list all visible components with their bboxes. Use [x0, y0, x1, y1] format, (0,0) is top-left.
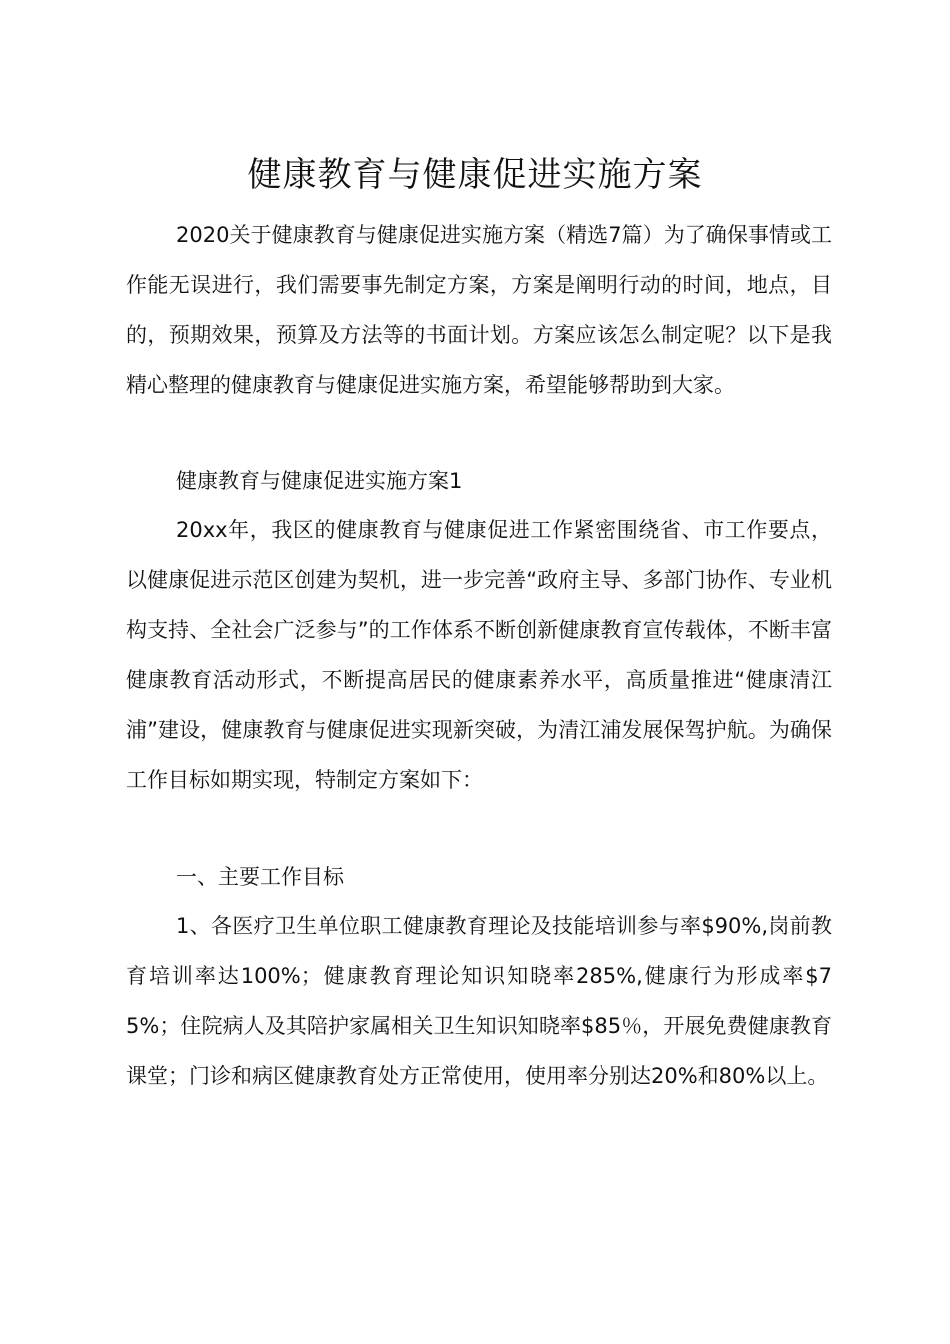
intro-paragraph: 2020关于健康教育与健康促进实施方案（精选7篇）为了确保事情或工作能无误进行，我们需要事先制定方案，方案是阐明行动的时间，地点，目的，预期效果，预算及方法等的书面计划。方案应该怎么制定呢？以下是我精心整理的健康教育与健康促进实施方案，希望能够帮助到大家。	[126, 223, 832, 397]
document-title: 健康教育与健康促进实施方案	[247, 155, 703, 195]
goal-item-1: 1、各医疗卫生单位职工健康教育理论及技能培训参与率$90%,岗前教育培训率达100%；健康教育理论知识知晓率285%,健康行为形成率$75%；住院病人及其陪护家属相关卫生知识知晓率$85％，开展免费健康教育课堂；门诊和病区健康教育处方正常使用，使用率分别达20%和80%以上。	[126, 914, 832, 1088]
subheading-main-goals: 一、主要工作目标	[176, 865, 344, 889]
section-body-paragraph: 20xx年，我区的健康教育与健康促进工作紧密围绕省、市工作要点，以健康促进示范区创建为契机，进一步完善“政府主导、多部门协作、专业机构支持、全社会广泛参与”的工作体系不断创新健康教育宣传载体，不断丰富健康教育活动形式，不断提高居民的健康素养水平，高质量推进“健康清江浦”建设，健康教育与健康促进实现新突破，为清江浦发展保驾护航。为确保工作目标如期实现，特制定方案如下：	[126, 518, 832, 792]
section-title: 健康教育与健康促进实施方案1	[176, 469, 463, 493]
